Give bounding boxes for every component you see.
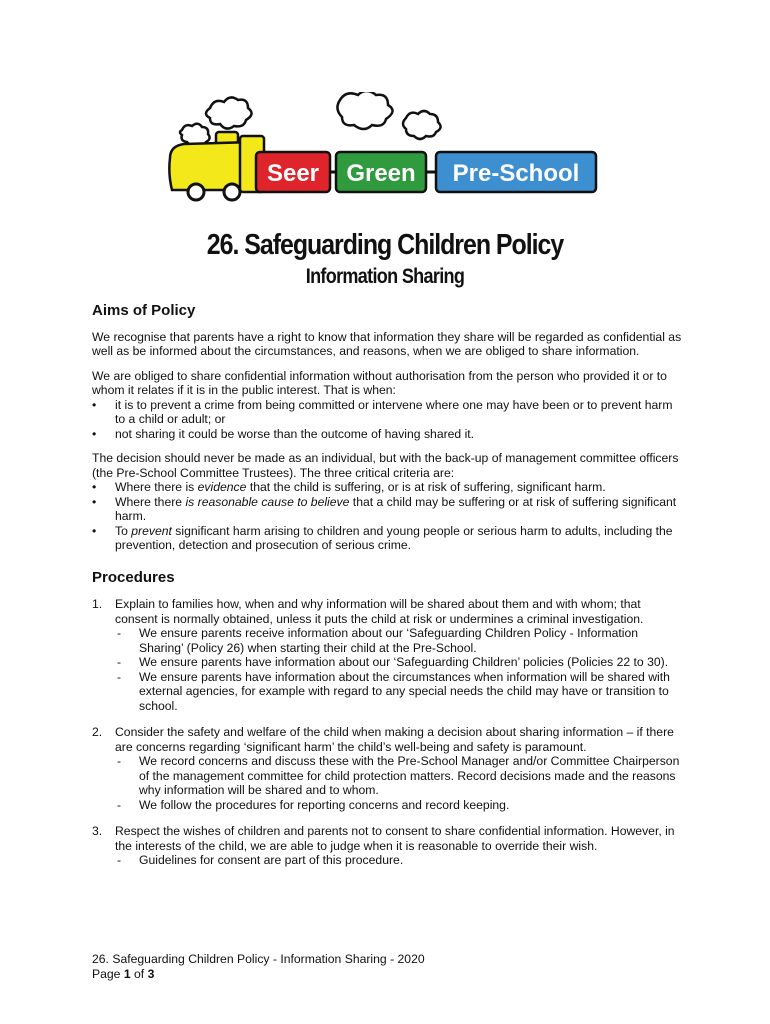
logo-text-seer: Seer <box>266 160 320 187</box>
preschool-train-logo <box>160 92 600 202</box>
document-body <box>92 304 682 880</box>
sub-item: - We ensure parents receive information about our ‘Safeguarding Children Policy - Information Sharing’ (Policy 26) when starting their child at the Pre-School. <box>115 626 682 655</box>
sub-item: - We ensure parents have information about the circumstances when information will be shared with external agencies, for example with regard to any special needs the child may have or transition to school. <box>115 670 682 714</box>
logo-text-preschool: Pre-School <box>452 160 580 187</box>
page-subtitle: Information Sharing <box>305 265 465 288</box>
aims-heading: Aims of Policy <box>92 302 196 319</box>
criteria-item: • To prevent significant harm arising to children and young people or serious harm to adults, including the prevention, detection and prosecution of serious crime. <box>92 524 682 553</box>
page-title: 26. Safeguarding Children Policy <box>206 229 564 261</box>
sub-item: - We ensure parents have information about our ‘Safeguarding Children’ policies (Policies 22 to 30). <box>115 655 682 670</box>
critical-criteria-list <box>92 480 682 553</box>
public-interest-list <box>92 398 682 442</box>
procedures-heading: Procedures <box>92 568 175 586</box>
sub-item: - Guidelines for consent are part of this procedure. <box>115 853 682 868</box>
footer-title: 26. Safeguarding Children Policy - Information Sharing - 2020 <box>92 952 425 966</box>
criteria-item: • Where there is reasonable cause to believe that a child may be suffering or at risk of suffering significant harm. <box>92 495 682 524</box>
page-number: Page 1 of 3 <box>92 966 155 981</box>
criteria-item: • Where there is evidence that the child is suffering, or is at risk of suffering, significant harm. <box>92 480 682 495</box>
aims-paragraph-1: We recognise that parents have a right to know that information they share will be regarded as confidential as well as be informed about the circumstances, and reasons, when we are obliged to share information. <box>92 329 682 358</box>
procedures-list <box>92 597 682 868</box>
aims-paragraph-3: The decision should never be made as an individual, but with the back-up of management committee officers (the Pre-School Committee Trustees). The three critical criteria are: <box>92 451 679 480</box>
list-item: • not sharing it could be worse than the outcome of having shared it. <box>92 427 682 442</box>
list-item: • it is to prevent a crime from being committed or intervene where one may have been or to prevent harm to a child or adult; or <box>92 398 682 427</box>
title-block <box>0 228 770 290</box>
procedure-item: 2. Consider the safety and welfare of the child when making a decision about sharing information – if there are concerns regarding ‘significant harm’ the child’s well-being and safety is paramount. - We record concerns and discuss these with the Pre-School Manager and/or Committee Chairperson of the management committee for child protection matters. Record decisions made and the reasons why information will be shared and to whom. - We follow the procedures for reporting concerns and record keeping. <box>92 725 682 812</box>
aims-paragraph-2: We are obliged to share confidential information without authorisation from the person who provided it or to whom it relates if it is in the public interest. That is when: <box>92 368 667 397</box>
procedure-item: 1. Explain to families how, when and why information will be shared about them and with whom; that consent is normally obtained, unless it puts the child at risk or undermines a criminal investigation. - We ensure parents receive information about our ‘Safeguarding Children Policy - Information Sharing’ (Policy 26) when starting their child at the Pre-School. - We ensure parents have information about our ‘Safeguarding Children’ policies (Policies 22 to 30). - We ensure parents have information about the circumstances when information will be shared with external agencies, for example with regard to any special needs the child may have or transition to school. <box>92 597 682 713</box>
page-footer <box>92 952 425 981</box>
sub-item: - We follow the procedures for reporting concerns and record keeping. <box>115 798 682 813</box>
logo-text-green: Green <box>346 160 416 187</box>
sub-item: - We record concerns and discuss these with the Pre-School Manager and/or Committee Chairperson of the management committee for child protection matters. Record decisions made and the reasons why information will be shared and to whom. <box>115 754 682 798</box>
procedure-item: 3. Respect the wishes of children and parents not to consent to share confidential information. However, in the interests of the child, we are able to judge when it is reasonable to override their wish. - Guidelines for consent are part of this procedure. <box>92 824 682 868</box>
